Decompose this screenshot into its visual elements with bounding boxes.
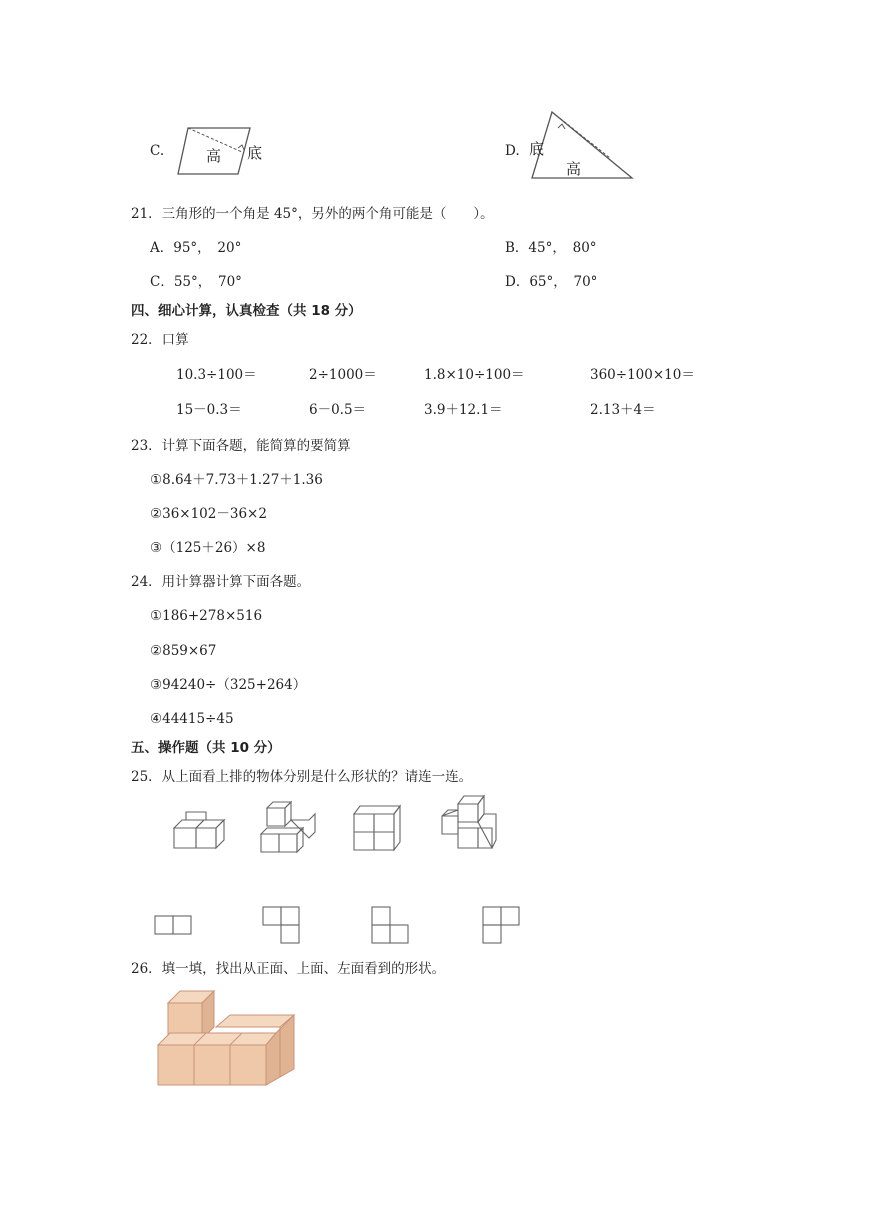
cube-object-4[interactable] [436, 794, 498, 854]
q22-item: 15－0.3＝ [176, 402, 242, 418]
q24-item: ①186+278×516 [150, 608, 263, 624]
q22-item: 360÷100×10＝ [590, 367, 695, 383]
q21-option-a[interactable]: A．95°， 20° [150, 240, 242, 256]
q24-question: 24．用计算器计算下面各题。 [131, 574, 311, 590]
di-label-d: 底 [529, 140, 545, 158]
q24-item: ②859×67 [150, 643, 217, 659]
triangle-figure [528, 108, 638, 183]
top-view-2[interactable] [262, 906, 302, 948]
q21-option-b[interactable]: B．45°， 80° [505, 240, 597, 256]
gao-label-d: 高 [566, 160, 582, 178]
q24-item: ④44415÷45 [150, 711, 234, 727]
q22-item: 2.13＋4＝ [590, 402, 656, 418]
q21-option-d[interactable]: D．65°， 70° [505, 274, 598, 290]
q23-item: ③（125＋26）×8 [150, 540, 266, 556]
q22-item: 3.9＋12.1＝ [424, 402, 503, 418]
q25-question: 25．从上面看上排的物体分别是什么形状的？请连一连。 [131, 769, 473, 785]
cube-object-2[interactable] [257, 800, 317, 856]
option-d-label[interactable]: D. [505, 143, 520, 159]
top-view-3[interactable] [371, 906, 413, 948]
section5-title: 五、操作题（共 10 分） [131, 740, 281, 756]
q23-item: ①8.64＋7.73＋1.27＋1.36 [150, 472, 323, 488]
top-view-1[interactable] [154, 914, 194, 938]
q26-question: 26．填一填，找出从正面、上面、左面看到的形状。 [131, 961, 446, 977]
cube-object-3[interactable] [350, 802, 405, 854]
q22-item: 6－0.5＝ [309, 402, 367, 418]
q22-item: 1.8×10÷100＝ [424, 367, 525, 383]
q23-item: ②36×102－36×2 [150, 506, 267, 522]
q22-item: 10.3÷100＝ [176, 367, 257, 383]
parallelogram-figure [176, 124, 271, 176]
top-view-4[interactable] [482, 906, 524, 948]
q23-question: 23．计算下面各题，能简算的要简算 [131, 438, 351, 454]
q24-item: ③94240÷（325+264） [150, 677, 307, 693]
option-c-label[interactable]: C. [150, 143, 165, 159]
colored-cube-figure [150, 985, 300, 1095]
q21-question: 21．三角形的一个角是 45°，另外的两个角可能是（ ）。 [131, 206, 494, 222]
cube-object-1[interactable] [170, 812, 225, 854]
section4-title: 四、细心计算，认真检查（共 18 分） [131, 303, 362, 319]
gao-label: 高 [206, 147, 222, 165]
q22-item: 2÷1000＝ [309, 367, 377, 383]
q22-question: 22．口算 [131, 332, 189, 348]
q21-option-c[interactable]: C．55°， 70° [150, 274, 242, 290]
di-label: 底 [247, 144, 263, 162]
